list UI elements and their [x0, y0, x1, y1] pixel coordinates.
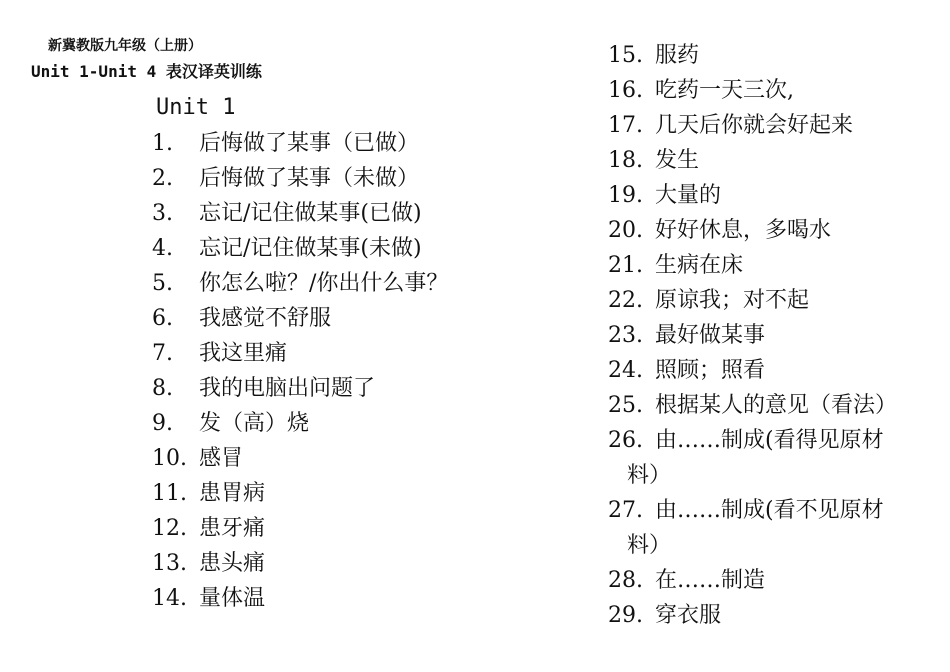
item-number: 7.	[152, 341, 173, 366]
list-item	[152, 231, 512, 266]
document-subtitle: Unit 1-Unit 4 表汉译英训练	[31, 62, 262, 81]
item-text: 患牙痛	[199, 516, 266, 541]
item-number: 3.	[152, 201, 173, 226]
item-number: 14.	[152, 586, 187, 611]
item-number: 22.	[608, 288, 643, 313]
item-text: 我感觉不舒服	[199, 306, 332, 331]
item-text: 服药	[655, 43, 700, 68]
item-number: 10.	[152, 446, 187, 471]
list-item	[152, 266, 512, 301]
item-number: 21.	[608, 253, 643, 278]
item-text: 后悔做了某事（未做）	[199, 166, 420, 191]
list-item	[608, 248, 928, 283]
list-item	[608, 178, 928, 213]
item-text: 忘记/记住做某事(已做)	[199, 201, 422, 226]
list-item	[608, 38, 928, 73]
list-item	[608, 598, 928, 633]
item-text: 照顾；照看	[655, 358, 766, 383]
item-text: 忘记/记住做某事(未做)	[199, 236, 422, 261]
unit-heading: Unit 1	[156, 95, 236, 120]
item-text: 量体温	[199, 586, 266, 611]
item-number: 15.	[608, 43, 643, 68]
item-number: 11.	[152, 481, 187, 506]
item-text: 吃药一天三次,	[655, 78, 794, 103]
list-item	[152, 546, 512, 581]
list-item	[608, 423, 928, 493]
list-item	[152, 441, 512, 476]
item-text: 好好休息，多喝水	[655, 218, 832, 243]
document-title: 新冀教版九年级（上册）	[48, 38, 202, 54]
item-number: 6.	[152, 306, 173, 331]
item-text: 后悔做了某事（已做）	[199, 131, 420, 156]
item-text: 根据某人的意见（看法）	[655, 393, 898, 418]
item-text: 在……制造	[655, 568, 766, 593]
list-item	[608, 493, 928, 563]
list-item	[608, 283, 928, 318]
list-item	[152, 301, 512, 336]
item-text: 由……制成(看不见原材	[655, 498, 884, 523]
item-number: 16.	[608, 78, 643, 103]
item-text-continuation: 料）	[627, 533, 672, 558]
item-text: 最好做某事	[655, 323, 766, 348]
item-text: 大量的	[655, 183, 722, 208]
item-number: 28.	[608, 568, 643, 593]
item-text: 穿衣服	[655, 603, 722, 628]
item-number: 13.	[152, 551, 187, 576]
list-item	[608, 213, 928, 248]
item-number: 27.	[608, 498, 643, 523]
list-item	[608, 388, 928, 423]
item-number: 29.	[608, 603, 643, 628]
item-number: 24.	[608, 358, 643, 383]
item-number: 5.	[152, 271, 173, 296]
item-number: 1.	[152, 131, 173, 156]
list-item	[152, 406, 512, 441]
item-text-block	[627, 493, 920, 563]
list-item	[152, 476, 512, 511]
list-item	[152, 371, 512, 406]
list-item	[608, 318, 928, 353]
item-number: 23.	[608, 323, 643, 348]
item-number: 19.	[608, 183, 643, 208]
list-item	[608, 143, 928, 178]
item-number: 17.	[608, 113, 643, 138]
item-text: 患胃病	[199, 481, 266, 506]
left-column-list	[152, 126, 512, 616]
list-item	[152, 126, 512, 161]
item-number: 4.	[152, 236, 173, 261]
item-number: 26.	[608, 428, 643, 453]
list-item	[152, 581, 512, 616]
item-number: 20.	[608, 218, 643, 243]
item-text: 我这里痛	[199, 341, 288, 366]
item-text: 患头痛	[199, 551, 266, 576]
item-text: 你怎么啦？/你出什么事？	[199, 271, 449, 296]
item-text-block	[627, 423, 920, 493]
list-item	[152, 196, 512, 231]
list-item	[608, 353, 928, 388]
item-number: 9.	[152, 411, 173, 436]
item-text: 几天后你就会好起来	[655, 113, 854, 138]
list-item	[152, 511, 512, 546]
item-number: 25.	[608, 393, 643, 418]
item-text: 我的电脑出问题了	[199, 376, 376, 401]
item-text: 生病在床	[655, 253, 744, 278]
item-number: 8.	[152, 376, 173, 401]
item-number: 2.	[152, 166, 173, 191]
item-text-continuation: 料）	[627, 463, 672, 488]
list-item	[608, 73, 928, 108]
item-text: 由……制成(看得见原材	[655, 428, 884, 453]
item-text: 感冒	[199, 446, 244, 471]
list-item	[608, 108, 928, 143]
item-number: 12.	[152, 516, 187, 541]
item-number: 18.	[608, 148, 643, 173]
list-item	[608, 563, 928, 598]
item-text: 原谅我；对不起	[655, 288, 810, 313]
item-text: 发（高）烧	[199, 411, 310, 436]
right-column-list	[608, 38, 928, 633]
item-text: 发生	[655, 148, 700, 173]
list-item	[152, 336, 512, 371]
list-item	[152, 161, 512, 196]
